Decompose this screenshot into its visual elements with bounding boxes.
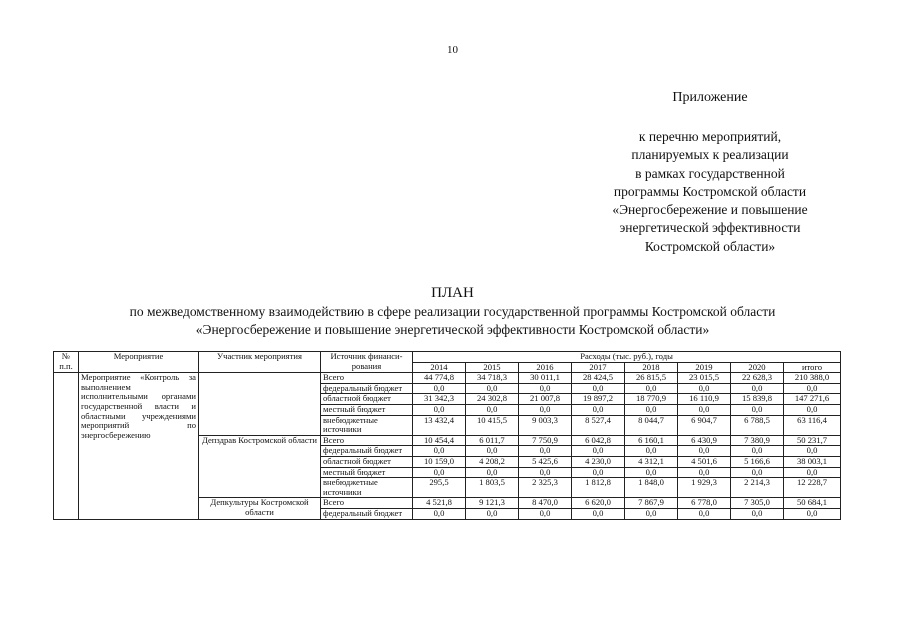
header-year: 2014 [413,362,466,373]
value-cell: 0,0 [413,467,466,478]
value-cell: 21 007,8 [519,394,572,405]
value-cell: 0,0 [519,404,572,415]
plan-table [53,351,841,520]
total-cell: 0,0 [784,446,841,457]
total-cell: 63 116,4 [784,415,841,435]
event-cell: Мероприятие «Контроль за выполнением исполнительными органами государственной власти и областными учреждениями мероприятий по энергосбережению [79,373,199,519]
total-cell: 0,0 [784,404,841,415]
table-body [54,373,841,519]
value-cell: 0,0 [678,446,731,457]
value-cell: 0,0 [625,383,678,394]
value-cell: 9 003,3 [519,415,572,435]
total-cell: 38 003,1 [784,456,841,467]
source-cell: Всего [321,373,413,384]
header-event: Мероприятие [79,352,199,373]
appendix-line: в рамках государственной [635,165,785,181]
participant-cell: Депкультуры Костромской области [199,498,321,519]
total-cell: 0,0 [784,508,841,519]
value-cell: 19 897,2 [572,394,625,405]
value-cell: 28 424,5 [572,373,625,384]
value-cell: 26 815,5 [625,373,678,384]
value-cell: 0,0 [731,508,784,519]
value-cell: 0,0 [572,467,625,478]
value-cell: 31 342,3 [413,394,466,405]
source-cell: федеральный бюджет [321,508,413,519]
total-cell: 50 684,1 [784,498,841,509]
total-cell: 0,0 [784,383,841,394]
value-cell: 0,0 [625,404,678,415]
value-cell: 0,0 [413,383,466,394]
value-cell: 0,0 [466,508,519,519]
plan-title: ПЛАН [431,285,474,301]
value-cell: 0,0 [466,404,519,415]
value-cell: 24 302,8 [466,394,519,405]
value-cell: 7 380,9 [731,435,784,446]
value-cell: 6 904,7 [678,415,731,435]
value-cell: 0,0 [519,508,572,519]
value-cell: 4 521,8 [413,498,466,509]
appendix-line: к перечню мероприятий, [638,129,782,144]
value-cell: 0,0 [731,383,784,394]
value-cell: 0,0 [731,467,784,478]
source-cell: местный бюджет [321,404,413,415]
value-cell: 6 778,0 [678,498,731,509]
source-cell: областной бюджет [321,394,413,405]
value-cell: 4 230,0 [572,456,625,467]
value-cell: 8 044,7 [625,415,678,435]
value-cell: 4 501,6 [678,456,731,467]
appendix-line: «Энергосбережение и повышение [612,202,808,218]
value-cell: 18 770,9 [625,394,678,405]
header-year: 2015 [466,362,519,373]
value-cell: 0,0 [572,404,625,415]
value-cell: 5 166,6 [731,456,784,467]
header-participant: Участник мероприятия [199,352,321,373]
value-cell: 10 415,5 [466,415,519,435]
table-row [54,373,841,384]
appendix-text [570,128,850,256]
value-cell: 10 454,4 [413,435,466,446]
value-cell: 6 620,0 [572,498,625,509]
value-cell: 0,0 [731,404,784,415]
value-cell: 4 312,1 [625,456,678,467]
value-cell: 8 470,0 [519,498,572,509]
appendix-line: планируемых к реализации [631,147,789,163]
value-cell: 5 425,6 [519,456,572,467]
value-cell: 16 110,9 [678,394,731,405]
value-cell: 6 430,9 [678,435,731,446]
source-cell: местный бюджет [321,467,413,478]
value-cell: 4 208,2 [466,456,519,467]
header-expenses: Расходы (тыс. руб.), годы [413,352,841,363]
value-cell: 6 788,5 [731,415,784,435]
value-cell: 6 160,1 [625,435,678,446]
value-cell: 0,0 [413,404,466,415]
value-cell: 0,0 [519,467,572,478]
table-header [54,352,841,373]
value-cell: 23 015,5 [678,373,731,384]
appendix-line: энергетической эффективности [619,220,801,236]
source-cell: федеральный бюджет [321,383,413,394]
header-source: Источник финанси-рования [321,352,413,373]
value-cell: 2 214,3 [731,478,784,498]
header-year: 2018 [625,362,678,373]
appendix-title: Приложение [672,90,748,105]
value-cell: 7 750,9 [519,435,572,446]
value-cell: 34 718,3 [466,373,519,384]
participant-cell [199,373,321,436]
value-cell: 7 867,9 [625,498,678,509]
value-cell: 22 628,3 [731,373,784,384]
total-cell: 50 231,7 [784,435,841,446]
value-cell: 10 159,0 [413,456,466,467]
appendix-line: программы Костромской области [613,183,807,199]
value-cell: 44 774,8 [413,373,466,384]
source-cell: Всего [321,498,413,509]
plan-subtitle [0,303,905,339]
source-cell: внебюджетные источники [321,415,413,435]
source-cell: областной бюджет [321,456,413,467]
value-cell: 0,0 [519,383,572,394]
value-cell: 13 432,4 [413,415,466,435]
value-cell: 6 042,8 [572,435,625,446]
total-cell: 210 388,0 [784,373,841,384]
value-cell: 0,0 [625,446,678,457]
header-total: итого [784,362,841,373]
value-cell: 1 812,8 [572,478,625,498]
value-cell: 0,0 [678,467,731,478]
value-cell: 0,0 [625,467,678,478]
value-cell: 7 305,0 [731,498,784,509]
value-cell: 30 011,1 [519,373,572,384]
value-cell: 0,0 [678,508,731,519]
value-cell: 0,0 [678,383,731,394]
value-cell: 9 121,3 [466,498,519,509]
row-number-cell [54,373,79,519]
value-cell: 0,0 [413,508,466,519]
header-year: 2019 [678,362,731,373]
value-cell: 0,0 [413,446,466,457]
value-cell: 0,0 [572,383,625,394]
value-cell: 1 929,3 [678,478,731,498]
total-cell: 147 271,6 [784,394,841,405]
value-cell: 0,0 [731,446,784,457]
value-cell: 0,0 [678,404,731,415]
source-cell: федеральный бюджет [321,446,413,457]
value-cell: 1 803,5 [466,478,519,498]
value-cell: 0,0 [572,508,625,519]
value-cell: 0,0 [572,446,625,457]
header-year: 2017 [572,362,625,373]
plan-subtitle-line: по межведомственному взаимодействию в сфере реализации государственной программы Костромской области [129,304,776,319]
value-cell: 2 325,3 [519,478,572,498]
value-cell: 0,0 [625,508,678,519]
header-num: № п.п. [54,352,79,373]
value-cell: 0,0 [466,467,519,478]
source-cell: внебюджетные источники [321,478,413,498]
participant-cell: Депздрав Костромской области [199,435,321,498]
plan-subtitle-line: «Энергосбережение и повышение энергетической эффективности Костромской области» [195,322,710,337]
value-cell: 0,0 [466,383,519,394]
value-cell: 15 839,8 [731,394,784,405]
total-cell: 12 228,7 [784,478,841,498]
total-cell: 0,0 [784,467,841,478]
value-cell: 1 848,0 [625,478,678,498]
page-number: 10 [447,44,458,56]
header-year: 2016 [519,362,572,373]
value-cell: 6 011,7 [466,435,519,446]
value-cell: 295,5 [413,478,466,498]
appendix-line: Костромской области» [644,238,776,254]
value-cell: 8 527,4 [572,415,625,435]
source-cell: Всего [321,435,413,446]
value-cell: 0,0 [466,446,519,457]
value-cell: 0,0 [519,446,572,457]
header-year: 2020 [731,362,784,373]
